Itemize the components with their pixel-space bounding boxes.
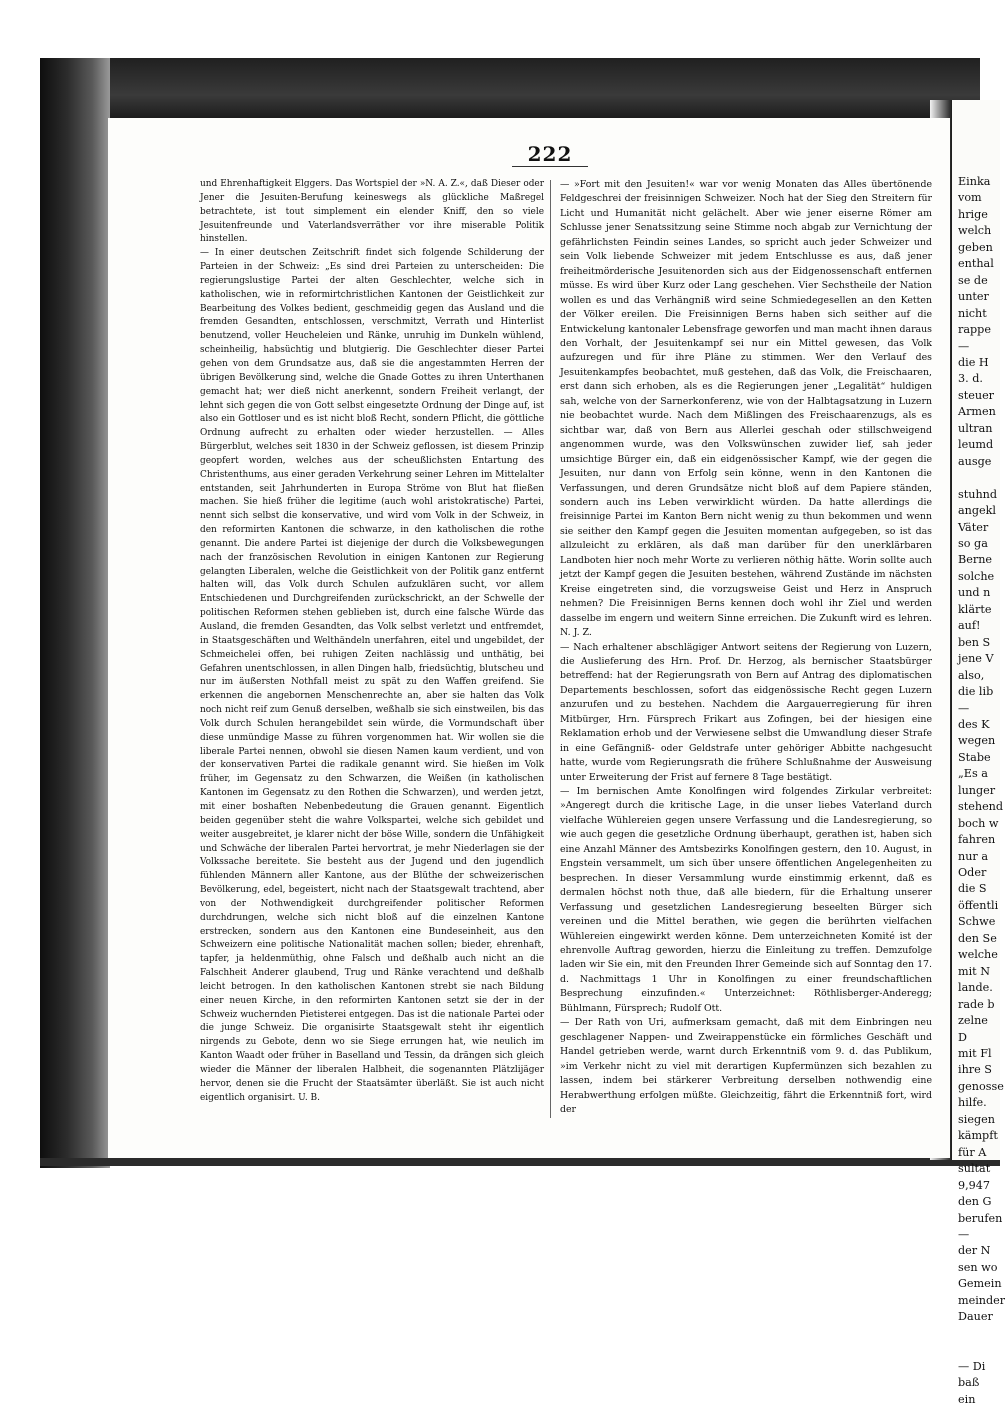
right-text-column <box>560 178 932 1117</box>
book-spine-shadow <box>40 58 110 1168</box>
article-paragraph: — »Fort mit den Jesuiten!« war vor wenig Monaten das Alles übertönende Feldgeschrei der freisinnigen Schweizer. Noch hat der Sieg den Streitern für Licht und Humanität nicht gelächelt. Aber wie jener eiserne Römer am Schlusse jener Senatssitzung seine Stimme noch abgab zur Vernichtung der gefährlichsten Feindin seines Landes, so spricht auch jeder Schweizer und sein Volk liebende Schweizer mit jedem Entschlusse es aus, daß jener freiheitmörderische Jesuitenorden sich aus der Eidgenossenschaft entfernen müsse. Es wird über Kurz oder Lang geschehen. Vier Sechstheile der Nation wollen es und das Verhängniß wird seine Schmiedegesellen an den Ketten der Völker ereilen. Die Freisinnigen Berns haben sich seither auf die Entwickelung kantonaler Lebensfrage geworfen und man macht ihnen daraus den Vorhalt, der Jesuitenkampf sei nur ein Mittel gewesen, das Volk aufzuregen und für ihre Pläne zu stimmen. Wer den Verlauf des Jesuitenkampfes beobachtet, muß gestehen, daß das Volk, die Freischaaren, erst dann sich erhoben, als es die Regierungen jener „Legalität“ huldigen sah, welche von der Sarnerkonferenz, wie von der Halbtagsatzung in Luzern nie beobachtet wurde. Nach dem Mißlingen des Freischaarenzugs, als es sichtbar war, daß von Bern aus Allerlei geschah oder stillschweigend angenommen wurde, was den Volkswünschen zuwider lief, sah jeder umsichtige Bürger ein, daß ein eidgenössischer Kampf, wie der gegen die Jesuiten, nur dann von Erfolg sein könne, wenn in den Kantonen die Verfassungen, und deren Grundsätze nicht bloß auf dem Papiere ständen, sondern auch ins Leben verwirklicht würden. Da hatte allerdings die freisinnige Partei im Kanton Bern nicht wenig zu thun bekommen und wenn sie seither den Kampf gegen die Jesuiten momentan aufgegeben, so ist das allzuleicht zu erklären, als daß man darüber für den unerklärbaren Landboten hier noch mehr Worte zu verlieren nöthig hätte. Worin sollte auch jetzt der Kampf gegen die Jesuiten bestehen, während Zustände im nächsten Kreise eingetreten sind, die vorzugsweise Geist und Herz in Anspruch nehmen? Die Freisinnigen Berns kennen doch wohl ihr Ziel und werden dasselbe im engern und weitern Sinne erreichen. Die Zukunft wird es lehren. N. J. Z. <box>560 179 932 639</box>
adjacent-page-text: Einka vom hrige welch geben enthal se de unter nicht rappe — die H 3. d. steuer Armen ultran leumd ausge stuhnd angekl Väter so ga Berne solche und n klärte auf! ben S jene V also, die lib — des K wegen Stabe „Es a lunger stehend boch w fahren nur a Oder die S öffentli Schwe den Se welche mit N lande. rade b zelne D mit Fl ihre S genosse hilfe. siegen kämpft für A sultat 9,947 den G berufen — der N sen wo Gemein meinder Dauer — Di baß ein <box>958 175 1005 1406</box>
book-binding-shadow-bottom <box>40 1158 1000 1166</box>
article-paragraph: — Der Rath von Uri, aufmerksam gemacht, daß mit dem Einbringen neu geschlagener Nappen- und Zweirappenstücke ein förmliches Geschäft und Handel getrieben werde, warnt durch Erkenntniß vom 9. d. das Publikum, »im Verkehr nicht zu viel mit derartigen Kupfermünzen sich bezahlen zu lassen, indem bei stärkerer Verbreitung derselben nothwendig eine Herabwerthung erfolgen müßte. Gleichzeitig, fährt die Erkenntniß fort, wird der <box>560 1017 932 1115</box>
book-binding-shadow-top <box>40 58 980 120</box>
page-number: 222 <box>527 142 573 166</box>
scan-background-top <box>0 0 1000 58</box>
left-text-column <box>200 178 544 1106</box>
article-paragraph: — In einer deutschen Zeitschrift findet sich folgende Schilderung der Parteien in der Schweiz: „Es sind drei Parteien zu unterscheiden: Die regierungslustige Partei der alten Geschlechter, welche sich in katholischen, wie in reformirtchristlichen Kantonen der Geistlichkeit zur Bearbeitung des Volkes bedient, geschmeidig gegen das Ausland und die fremden Gesandten, entschlossen, verschmitzt, Verrath und Hinterlist benutzend, voller Heucheleien und Ränke, unruhig im Dunkeln wühlend, scheinheilig, habsüchtig und blutgierig. Die Geschlechter dieser Partei gehen von dem Grundsatze aus, daß sie die angestammten Herren der übrigen Bevölkerung sind, welche die Gnade Gottes zu ihren Unterthanen gemacht hat; wer dieß nicht anerkennt, sondern Freiheit verlangt, der lehnt sich gegen die von Gott selbst eingesetzte Ordnung der Dinge auf, ist also ein Gottloser und es ist nicht bloß Recht, sondern Pflicht, die göttliche Ordnung aufrecht zu erhalten oder wieder herzustellen. — Alles Bürgerblut, welches seit 1830 in der Schweiz geflossen, ist diesem Prinzip geopfert worden, welches aus der scheußlichsten Entartung des Christenthums, aus einer geraden Verkehrung seiner Lehren im Mittelalter entstanden, seit Jahrhunderten in Europa Ströme von Blut hat fließen machen. Sie hieß früher die legitime (auch wohl aristokratische) Partei, nennt sich selbst die konservative, und wird vom Volk in der Schweiz, in den reformirten Kantonen die schwarze, in den katholischen die rothe genannt. Die andere Partei ist diejenige der durch die Volksbewegungen nach der französischen Revolution in einigen Kantonen zur Regierung gelangten Liberalen, welche die Geistlichkeit von der Politik ganz entfernt halten will, das Volk durch Schulen aufzuklären sucht, vor allem Entschiedenen und Durchgreifenden zurückschrickt, an der Schwelle der politischen Reformen stehen geblieben ist, durch eine falsche Würde das Ausland, die fremden Gesandten, das Volk selbst verletzt und entfremdet, in Staatsgeschäften und Welthändeln unerfahren, eitel und ungebildet, der Schmeichelei offen, bei ruhigen Zeiten nachlässig und unthätig, bei Gefahren unentschlossen, in allen Dingen halb, friedsüchtig, blutscheu und nur im äußersten Nothfall meist zu spät zu den Waffen greifend. Sie erkennen die angebornen Menschenrechte an, aber sie halten das Volk noch nicht reif zum Genuß derselben, weßhalb sie sich einstweilen, bis das Volk durch Schulen herangebildet sein würde, die Vormundschaft über diese unmündige Masse zu führen vorgenommen hat. Wir wollen sie die liberale Partei nennen, obwohl sie diesen Namen kaum verdient, und von der konservativen Partei die radikale genannt wird. Sie hießen im Volk früher, im Gegensatz zu den Schwarzen, die Weißen (in katholischen Kantonen im Gegensatz zu den Rothen die Schwarzen), und werden jetzt, mit einer boshaften Nebenbedeutung die Grauen genannt. Eigentlich beiden gegenüber steht die wahre Volkspartei, welche sich gebildet und weiter ausgebreitet, je klarer nicht der böse Wille, sondern die Unfähigkeit und Schwäche der liberalen Partei hervortrat, je mehr Niederlagen sie der Volkssache bereitete. Sie besteht aus der Jugend und den jugendlich fühlenden Männern aller Kantone, aus der Blüthe der schweizerischen Bevölkerung, edel, begeistert, nicht nach der Staatsgewalt trachtend, aber von der Nothwendigkeit durchgreifender politischer Reformen durchdrungen, welche sich nicht bloß auf die einzelnen Kantone erstrecken, sondern aus den Kantonen eine Bundeseinheit, aus den Schweizern eine politische Nationalität machen sollen; bieder, ehrenhaft, tapfer, ja heldenmüthig, ohne Falsch und deßhalb auch nicht an die Falschheit Anderer glaubend, Trug und Ränke verachtend und deßhalb leicht betrogen. In den katholischen Kantonen strebt sie nach Bildung einer neuen Kirche, in den reformirten Kantonen setzt sie der in der Schweiz wuchernden Pietisterei entgegen. Das ist die nationale Partei oder die junge Schweiz. Die organisirte Staatsgewalt steht ihr eigentlich nirgends zu Gebote, denn wo sie Siege errungen hat, wie neulich im Kanton Waadt oder früher in Baselland und Tessin, da drängen sich gleich wieder die Männer der liberalen Halbheit, die sogenannten Plätzlijäger hervor, denen sie die Frucht der Staatsämter überläßt. Sie ist auch nicht eigentlich organisirt. U. B. <box>200 248 544 1103</box>
article-paragraph: — Nach erhaltener abschlägiger Antwort seitens der Regierung von Luzern, die Auslieferung des Hrn. Prof. Dr. Herzog, als bernischer Staatsbürger betreffend: hat der Regierungsrath von Bern auf Antrag des diplomatischen Departements beschlossen, sofort das eidgenössische Recht gegen Luzern anzurufen und zu bestehen. Nachdem die Aargauerregierung für ihren Mitbürger, Hrn. Fürsprech Frikart aus Zofingen, bei der hiesigen eine Reklamation erhob und der Verwiesene selbst die Umwandlung dieser Strafe in eine Gefängniß- oder Geldstrafe unter gehöriger Abbitte nachgesucht hatte, wurde vom Regierungsrath die frühere Schlußnahme der Ausweisung unter Erweiterung der Frist auf fernere 8 Tage bestätigt. <box>560 641 932 783</box>
page-number-underline <box>512 166 588 167</box>
column-divider <box>550 180 551 1118</box>
article-paragraph: und Ehrenhaftigkeit Elggers. Das Wortspiel der »N. A. Z.«, daß Dieser oder Jener die Jesuiten-Berufung keineswegs als glückliche Maßregel betrachtete, ist tout simplement ein elender Kniff, den so viele Jesuitenfreunde und Vaterlandsverräther vor ihre miserable Politik hinstellen. <box>200 179 544 245</box>
adjacent-page-fragment <box>952 100 1005 1406</box>
article-paragraph: — Im bernischen Amte Konolfingen wird folgendes Zirkular verbreitet: »Angeregt durch die kritische Lage, in die unser liebes Vaterland durch vielfache Wühlereien gegen unsere Verfassung und die Landesregierung, so wie auch gegen die gesetzliche Ordnung überhaupt, gerathen ist, haben sich eine Anzahl Männer des Amtsbezirks Konolfingen gestern, den 10. August, in Engstein versammelt, um sich über unsere öffentlichen Angelegenheiten zu besprechen. In dieser Versammlung wurde einstimmig erkennt, daß es dermalen höchst noth thue, daß alle biedern, für die Erhaltung unserer Verfassung und gesetzlichen Landesregierung beseelten Bürger sich vereinen und die Mittel berathen, wie gegen die berührten vielfachen Wühlereien eingewirkt werden könne. Dem unterzeichneten Komité ist der ehrenvolle Auftrag geworden, hierzu die Einleitung zu treffen. Demzufolge laden wir Sie ein, mit den Freunden Ihrer Gemeinde sich auf Sonntag den 17. d. Nachmittags 1 Uhr in Konolfingen zu einer freundschaftlichen Besprechung einzufinden.« Unterzeichnet: Röthlisberger-Anderegg; Bühlmann, Fürsprech; Rudolf Ott. <box>560 786 932 1014</box>
